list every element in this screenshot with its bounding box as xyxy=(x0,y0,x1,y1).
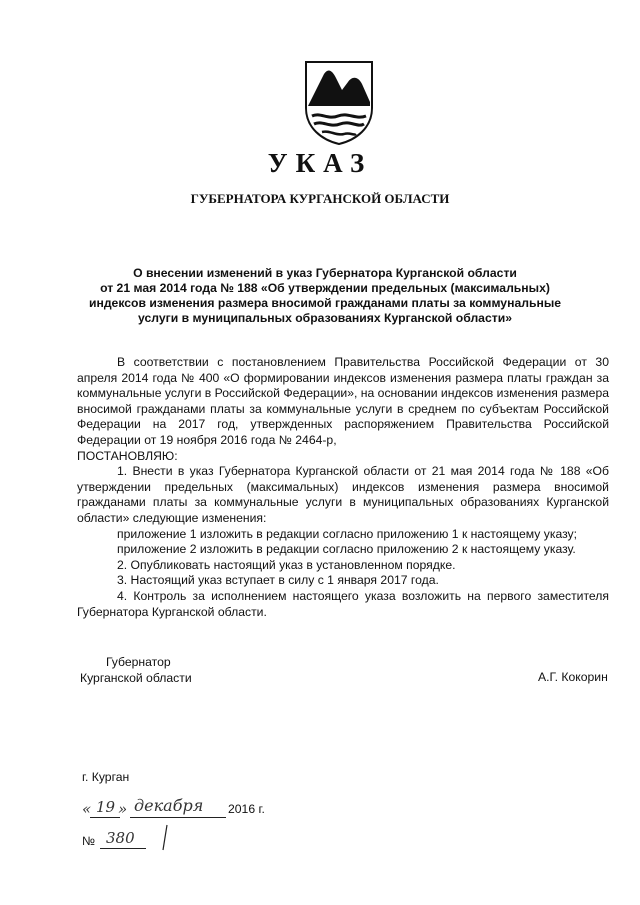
item-2: 2. Опубликовать настоящий указ в установленном порядке. xyxy=(117,557,456,572)
issue-number xyxy=(82,830,202,852)
date-close-quote: » xyxy=(118,800,128,818)
heading-line: О внесении изменений в указ Губернатора Курганской области xyxy=(133,266,517,280)
document-title: УКАЗ xyxy=(267,148,373,178)
date-month-underline xyxy=(130,817,226,818)
decree-heading xyxy=(70,266,580,326)
date-month: декабря xyxy=(134,796,204,815)
date-open-quote: « xyxy=(82,800,92,818)
decree-word: ПОСТАНОВЛЯЮ: xyxy=(77,448,178,463)
number-value: 380 xyxy=(106,829,135,847)
issue-date xyxy=(82,796,302,820)
decree-body xyxy=(77,355,609,620)
number-underline xyxy=(100,848,146,849)
issue-place: г. Курган xyxy=(82,770,130,784)
date-day-underline xyxy=(90,817,120,818)
heading-line: индексов изменения размера вносимой гражданами платы за коммунальные xyxy=(88,296,562,310)
item-4: 4. Контроль за исполнением настоящего указа возложить на первого заместителя Губернатора Курганской области. xyxy=(77,588,609,619)
number-prefix: № xyxy=(82,834,96,848)
heading-line: от 21 мая 2014 года № 188 «Об утверждении предельных (максимальных) xyxy=(100,281,550,295)
signature-name: А.Г. Кокорин xyxy=(538,670,608,684)
signature-title-line: Курганской области xyxy=(80,671,192,685)
signature-stroke-icon xyxy=(160,824,170,852)
item-1: 1. Внести в указ Губернатора Курганской области от 21 мая 2014 года № 188 «Об утверждении предельных (максимальных) индексов изменения размера вносимой гражданами платы за коммунальные услуги в муниципальных образованиях Курганской области» следующие изменения: xyxy=(77,464,609,525)
item-1-sub-1: приложение 1 изложить в редакции согласно приложению 1 к настоящему указу; xyxy=(117,526,578,541)
kurgan-coat-of-arms-icon xyxy=(300,58,378,146)
date-year: 2016 г. xyxy=(228,802,265,816)
heading-line: услуги в муниципальных образованиях Курганской области» xyxy=(138,311,512,325)
signature-title-line: Губернатор xyxy=(106,655,171,669)
signature-title xyxy=(80,654,192,686)
intro-paragraph: В соответствии с постановлением Правительства Российской Федерации от 30 апреля 2014 года № 400 «О формировании индексов изменения размера платы граждан за коммунальные услуги в Российской Федерации», на основании индексов изменения размера вносимой гражданами платы за коммунальные услуги в среднем по субъектам Российской Федерации на 2017 год, утвержденных распоряжением Правительства Российской Федерации от 19 ноября 2016 года № 2464-р, xyxy=(77,355,609,447)
date-day: 19 xyxy=(96,798,116,816)
item-3: 3. Настоящий указ вступает в силу с 1 января 2017 года. xyxy=(117,573,439,588)
document-subtitle: ГУБЕРНАТОРА КУРГАНСКОЙ ОБЛАСТИ xyxy=(190,191,450,206)
item-1-sub-2: приложение 2 изложить в редакции согласно приложению 2 к настоящему указу. xyxy=(117,542,576,557)
